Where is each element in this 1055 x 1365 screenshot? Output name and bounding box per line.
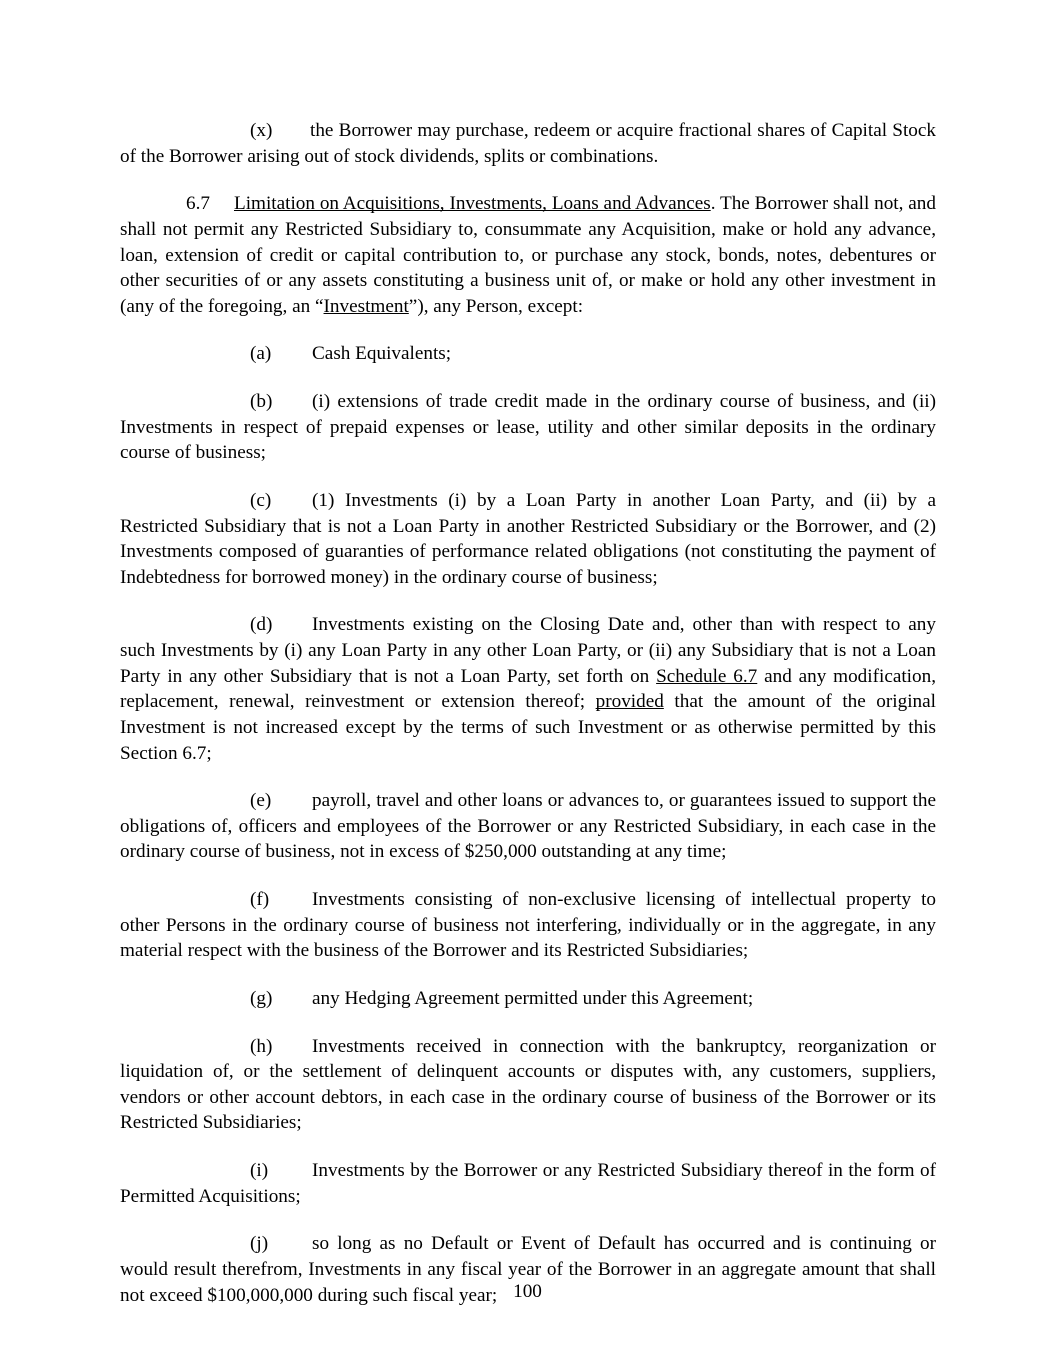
page-number: 100 bbox=[513, 1281, 542, 1302]
clause-text-f: Investments consisting of non-exclusive licensing of intellectual property to other Persons in the ordinary course of business not interfering, individually or in the aggregate, in any material respect with the business of the Borrower and its Restricted Subsidiaries; bbox=[120, 889, 936, 962]
clause-text-j: so long as no Default or Event of Default has occurred and is continuing or would result therefrom, Investments in any fiscal year of the Borrower in an aggregate amount that shall not exceed $100,000,000 during such fiscal year; bbox=[120, 1233, 936, 1306]
paragraph-clause-x bbox=[120, 118, 936, 169]
clause-text-e: payroll, travel and other loans or advances to, or guarantees issued to support the obligations of, officers and employees of the Borrower or any Restricted Subsidiary, in each case in the ordinary course of business, not in excess of $250,000 outstanding at any time; bbox=[120, 790, 936, 863]
clause-label-x: (x) bbox=[250, 120, 273, 141]
clause-label-d: (d) bbox=[250, 614, 273, 636]
section-text-after-term: ”), any Person, except: bbox=[408, 295, 584, 317]
paragraph-clause-d bbox=[120, 612, 936, 766]
clause-text-g: any Hedging Agreement permitted under this Agreement; bbox=[312, 987, 754, 1009]
clause-text-i: Investments by the Borrower or any Restricted Subsidiary thereof in the form of Permitted Acquisitions; bbox=[120, 1160, 936, 1207]
clause-text-d-part1: Investments existing on the Closing Date and, other than with respect to any such Investments by (i) any Loan Party in any other Loan Party, or (ii) any Subsidiary that is not a Loan Party in any other Subsidiary that is not a Loan Party, set forth on bbox=[120, 614, 936, 687]
section-text-before-term: . The Borrower shall not, and shall not permit any Restricted Subsidiary to, consummate any Acquisition, make or hold any advance, loan, extension of credit or capital contribution to, or purchase any stock, bonds, notes, debentures or other securities of or any assets constituting a business unit of, or make or hold any other investment in (any of the foregoing, an “ bbox=[120, 193, 936, 317]
clause-label-b: (b) bbox=[250, 391, 273, 412]
clause-label-c: (c) bbox=[250, 489, 272, 511]
paragraph-section-6-7 bbox=[120, 191, 936, 319]
clause-text-d-part2: and any modification, replacement, renewal, reinvestment or extension thereof; bbox=[120, 665, 936, 713]
defined-term-investment: Investment bbox=[323, 295, 409, 317]
paragraph-clause-e bbox=[120, 788, 936, 865]
clause-label-i: (i) bbox=[250, 1160, 269, 1181]
clause-label-a: (a) bbox=[250, 343, 272, 365]
section-heading: Limitation on Acquisitions, Investments, Loans and Advances bbox=[233, 193, 711, 215]
clause-text-c: (1) Investments (i) by a Loan Party in another Loan Party, and (ii) by a Restricted Subsidiary that is not a Loan Party in another Restricted Subsidiary or the Borrower, and (2) Investments composed of guaranties of performance related obligations (not constituting the payment of Indebtedness for borrowed money) in the ordinary course of business; bbox=[120, 489, 936, 588]
clause-text-d-part3: that the amount of the original Investment is not increased except by the terms of such Investment or as otherwise permitted by this Section 6.7; bbox=[120, 691, 936, 764]
section-number: 6.7 bbox=[186, 193, 210, 215]
clause-text-a: Cash Equivalents; bbox=[312, 343, 452, 365]
paragraph-clause-c bbox=[120, 488, 936, 591]
schedule-reference: Schedule 6.7 bbox=[656, 665, 758, 687]
document-body bbox=[120, 118, 936, 1308]
clause-text-h: Investments received in connection with the bankruptcy, reorganization or liquidation of, or the settlement of delinquent accounts or disputes with, any customers, suppliers, vendors or other account debtors, in each case in the ordinary course of business of the Borrower or its Restricted Subsidiaries; bbox=[120, 1035, 936, 1134]
clause-label-j: (j) bbox=[250, 1233, 269, 1255]
clause-label-g: (g) bbox=[250, 987, 273, 1009]
paragraph-clause-g bbox=[120, 986, 936, 1012]
clause-label-f: (f) bbox=[250, 889, 270, 910]
clause-label-e: (e) bbox=[250, 790, 272, 812]
paragraph-clause-h bbox=[120, 1034, 936, 1137]
provided-emphasis: provided bbox=[595, 691, 664, 713]
clause-text-b: (i) extensions of trade credit made in the ordinary course of business, and (ii) Investments in respect of prepaid expenses or lease, utility and other similar deposits in the ordinary course of business; bbox=[120, 391, 936, 464]
paragraph-clause-i bbox=[120, 1158, 936, 1209]
paragraph-clause-f bbox=[120, 887, 936, 964]
clause-label-h: (h) bbox=[250, 1035, 273, 1057]
paragraph-clause-b bbox=[120, 389, 936, 466]
clause-text-x: the Borrower may purchase, redeem or acquire fractional shares of Capital Stock of the Borrower arising out of stock dividends, splits or combinations. bbox=[120, 120, 936, 167]
paragraph-clause-a bbox=[120, 341, 936, 367]
